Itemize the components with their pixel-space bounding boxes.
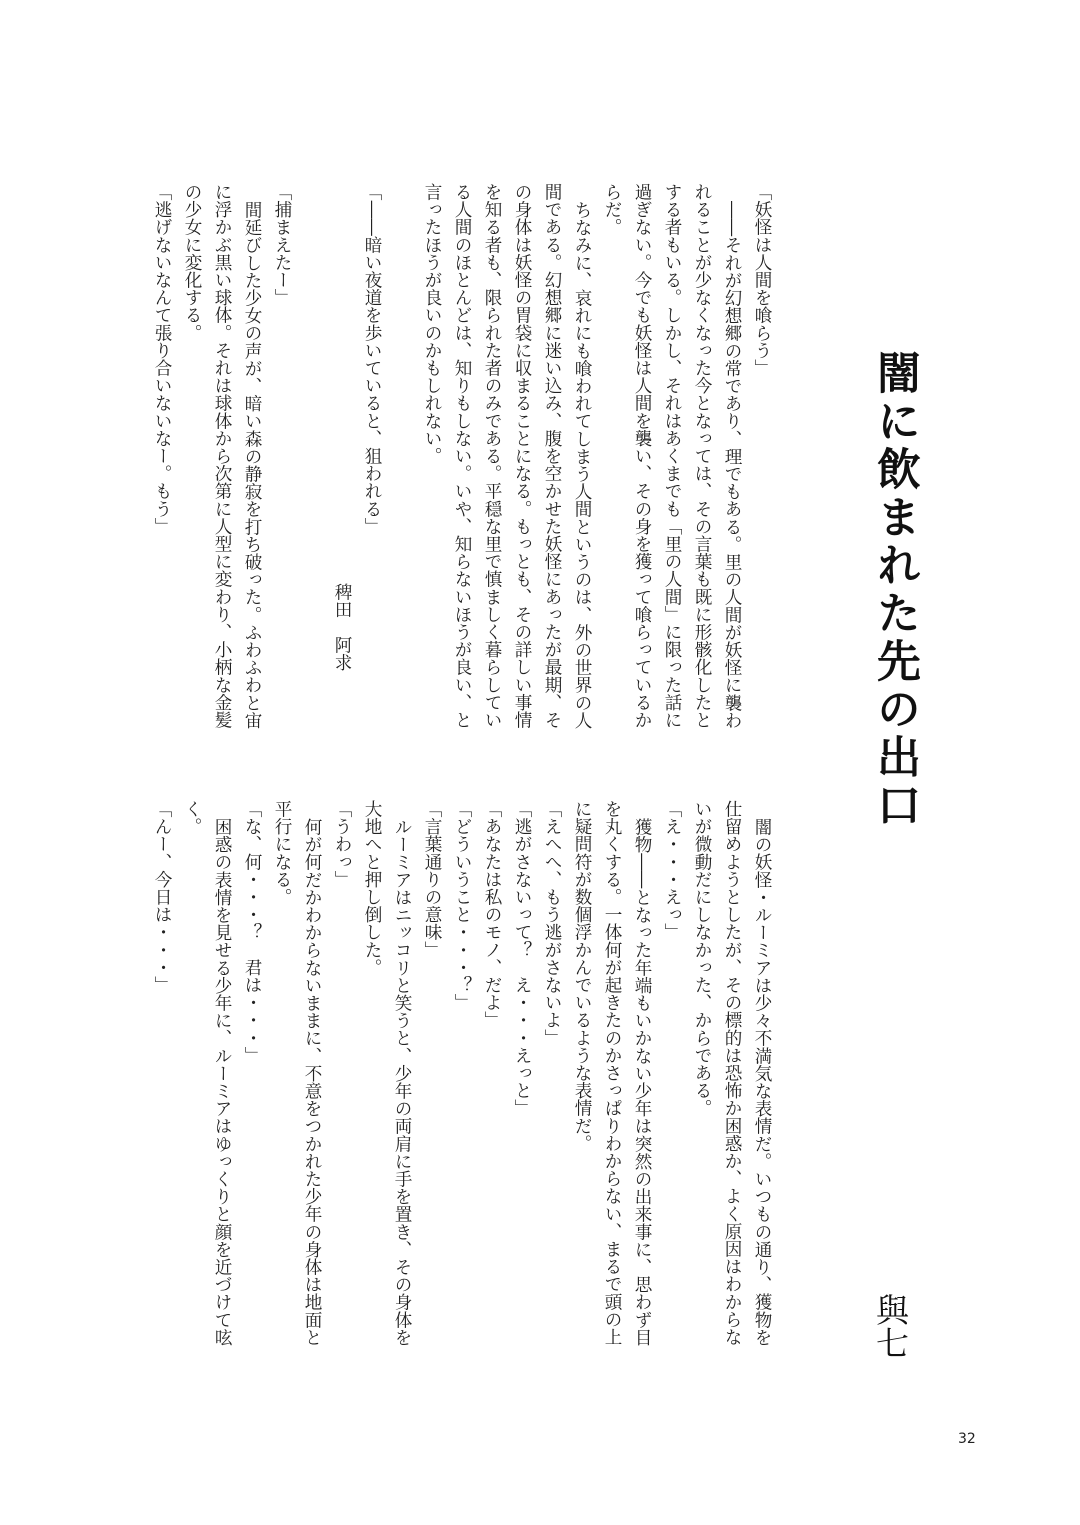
text-column: に浮かぶ黒い球体。それは球体から次第に人型に変わり、小柄な金髪: [212, 183, 232, 729]
text-column: する者もいる。しかし、それはあくまでも「里の人間」に限った話に: [662, 183, 682, 729]
text-column: の少女に変化する。: [182, 183, 202, 342]
text-column: らだ。: [602, 183, 622, 236]
text-column: 「え・・・えっ」: [662, 800, 682, 941]
text-column: の身体は妖怪の胃袋に収まることになる。もっとも、その詳しい事情: [512, 183, 532, 729]
text-column: 「うわっ」: [332, 800, 352, 888]
text-column: を丸くする。一体何が起きたのかさっぱりわからない、まるで頭の上: [602, 800, 622, 1346]
lower-text-block: [147, 800, 777, 1345]
text-column: 「捕まえたー」: [272, 183, 292, 307]
text-column: 何が何だかわからないままに、不意をつかれた少年の身体は地面と: [302, 817, 322, 1346]
text-column: 「逃がさないって？ え・・・えっと」: [512, 800, 532, 1117]
text-column: 闇の妖怪・ルーミアは少々不満気な表情だ。いつもの通り、獲物を: [752, 817, 772, 1346]
author-name: 與七: [871, 1293, 910, 1359]
text-column: 「言葉通りの意味」: [422, 800, 442, 959]
page-number: 32: [958, 1431, 976, 1447]
text-column: 「な、何・・・？ 君は・・・」: [242, 800, 262, 1064]
text-column: [387, 183, 417, 728]
text-column: 間延びした少女の声が、暗い森の静寂を打ち破った。ふわふわと宙: [242, 200, 262, 729]
text-column: 獲物――となった年端もいかない少年は突然の出来事に、思わず目: [632, 817, 652, 1346]
signature-line: 稗田 阿求: [332, 583, 352, 671]
text-column: 「えへへ、もう逃がさないよ」: [542, 800, 562, 1047]
upper-text-block: [147, 183, 777, 728]
text-column: 「あなたは私のモノ、だよ」: [482, 800, 502, 1029]
text-column: を知る者も、限られた者のみである。平穏な里で慎ましく暮らしてい: [482, 183, 502, 729]
story-title: 闇に飲まれた先の出口: [869, 350, 920, 830]
text-column: 「逃げないなんて張り合いないなー。もう」: [152, 183, 172, 535]
text-column: いが微動だにしなかった、からである。: [692, 800, 712, 1117]
text-column: ちなみに、哀れにも喰われてしまう人間というのは、外の世界の人: [572, 200, 592, 729]
text-column: 過ぎない。今でも妖怪は人間を襲い、その身を獲って喰らっているか: [632, 183, 652, 729]
text-column: れることが少なくなった今となっては、その言葉も既に形骸化したと: [692, 183, 712, 729]
text-column: 困惑の表情を見せる少年に、ルーミアはゆっくりと顔を近づけて呟: [212, 817, 232, 1346]
text-column: に疑問符が数個浮かんでいるような表情だ。: [572, 800, 592, 1152]
text-column: [297, 183, 327, 728]
text-column: 「んー、今日は・・・」: [152, 800, 172, 994]
text-column: 平行になる。: [272, 800, 292, 906]
text-column: 大地へと押し倒した。: [362, 800, 382, 976]
text-column: る人間のほとんどは、知りもしない。いや、知らないほうが良い、と: [452, 183, 472, 729]
text-column: 間である。幻想郷に迷い込み、腹を空かせた妖怪にあったが最期、そ: [542, 183, 562, 729]
text-column: ルーミアはニッコリと笑うと、少年の両肩に手を置き、その身体を: [392, 817, 412, 1346]
text-column: 「――暗い夜道を歩いていると、狙われる」: [362, 183, 382, 535]
text-column: 「どういうこと・・・？」: [452, 800, 472, 1012]
text-column: ――それが幻想郷の常であり、理でもある。里の人間が妖怪に襲わ: [722, 200, 742, 729]
text-column: 仕留めようとしたが、その標的は恐怖か困惑か、よく原因はわからな: [722, 800, 742, 1346]
text-column: 「妖怪は人間を喰らう」: [752, 183, 772, 377]
text-column: 言ったほうが良いのかもしれない。: [422, 183, 442, 465]
text-column: く。: [182, 800, 202, 836]
